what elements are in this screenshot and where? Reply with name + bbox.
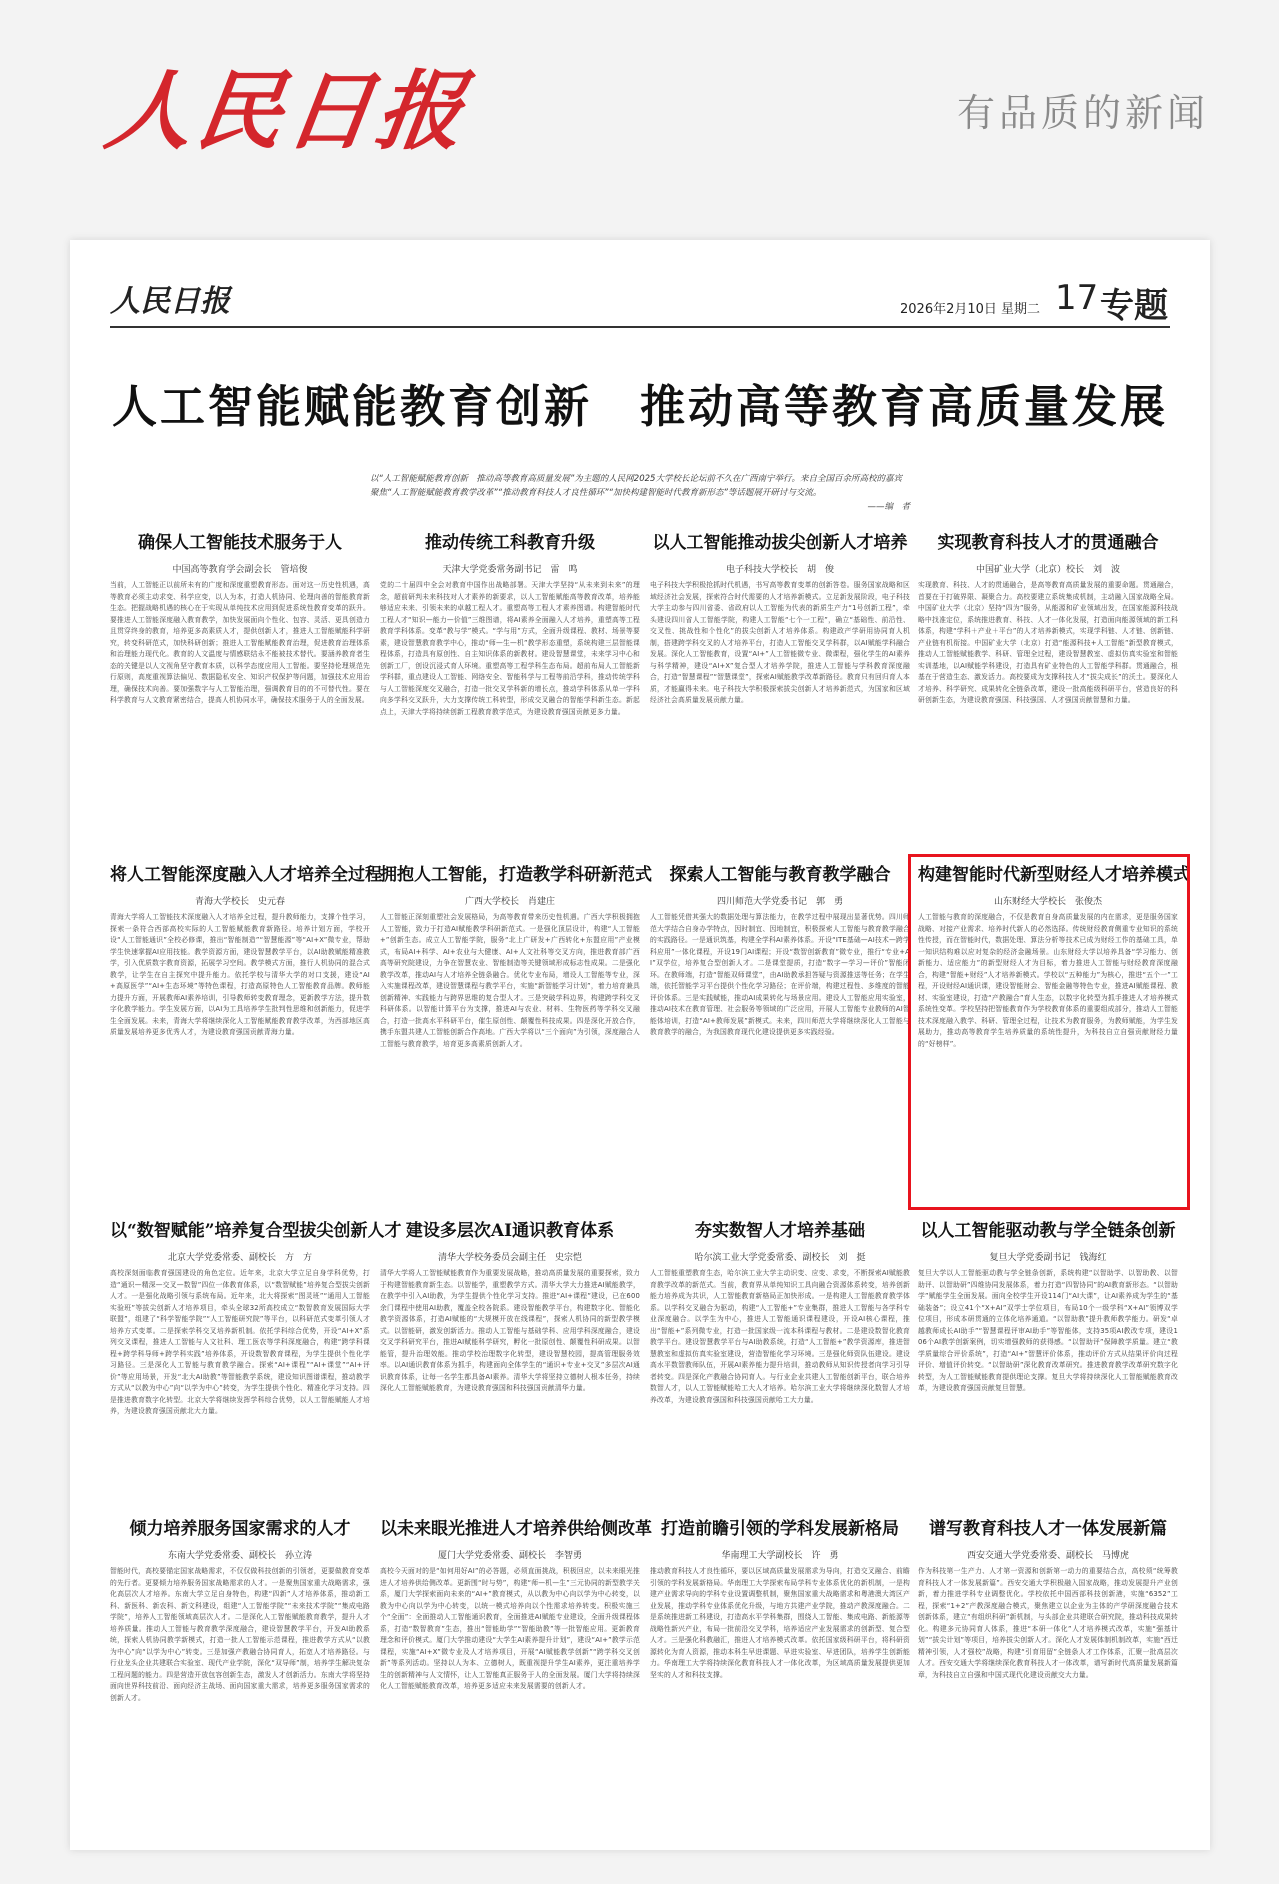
- editor-intro: [370, 472, 910, 514]
- article-author: 西安交通大学党委常委、副校长 马博虎: [966, 1551, 1129, 1561]
- article-body: 作为科技第一生产力、人才第一资源和创新第一动力的重要结合点，高校须“统筹教育科技人才一体发展新篇”。西安交通大学积极融入国家战略，推动发展提升产业创新，着力推进学科专业调整优化。学校依托中国西部科技创新港，实施“6352”工程，探索“1+2”产教深度融合模式，聚焦建立以企业为主体的产学研深度融合技术创新体系，建立“有组织科研”新机制，与头部企业共建联合研究院，推动科技成果转化。构建多元协同育人体系，推进“本研一体化”人才培养模式改革，实施“强基计划”“拔尖计划”等项目，培养拔尖创新人才。深化人才发展体制机制改革，实施“西迁精神引领，人才强校”战略，构建“引育用留”全链条人才工作体系，汇聚一批高层次人才。西安交通大学将继续深化教育科技人才一体改革，谱写新时代高质量发展新篇章，为科技自立自强和中国式现代化建设贡献交大力量。: [918, 1567, 1178, 1679]
- article-body: 人工智能重塑教育生态，哈尔滨工业大学主动识变、应变、求变，不断探索AI赋能教育教学改革的新范式。当前，教育界从单纯知识工具向融合资源体系转变，培养创新能力培养成为共识，人工智能教育新格局正加快形成。一是构建人工智能教育教学体系。以学科交叉融合为驱动，构建“人工智能+”专业集群，推进人工智能与各学科专业深度融合。以学生为中心，推进人工智能通识课程建设，开设AI核心课程，推出“智能+”系列微专业，打造一批国家级一流本科课程与教材。二是建设数智化教育教学平台。建设智慧教学平台与AI助教系统，打造“人工智能+”教学资源库，推进智慧教室和虚拟仿真实验室建设，营造智能化学习环境。三是强化师资队伍建设。建设高水平数智教师队伍，开展AI素养能力提升培训，推动教师从知识传授者向学习引导者转变。四是深化产教融合协同育人。与行业企业共建人工智能创新平台，联合培养数智人才，以人工智能赋能哈工大人才培养。哈尔滨工业大学将继续深化数智人才培养改革，为建设教育强国和科技强国贡献哈工大力量。: [650, 1269, 910, 1404]
- page-number: 17: [1055, 278, 1099, 318]
- red-highlight-box: [908, 854, 1190, 1210]
- article-title: 谱写教育科技人才一体发展新篇: [929, 1519, 1167, 1539]
- article-author: 四川师范大学党委书记 郭 勇: [716, 897, 843, 907]
- article-title: 构建智能时代新型财经人才培养模式: [918, 865, 1190, 885]
- article-author: 山东财经大学校长 张俊杰: [993, 897, 1102, 907]
- article: [380, 862, 652, 1222]
- article-body: 人工智能凭借其强大的数据处理与算法能力，在教学过程中展现出显著优势。四川师范大学结合自身办学特点，因时制宜、因地制宜，积极探索人工智能与教育教学融合的实践路径。一是通识筑基，构建全学科AI素养体系。开设“ITE基础—AI技术—跨学科应用”一体化课程，开设19门AI课程；开设“数智创新教育”微专业，推行“专业+AI”双学位，培养复合型创新人才。二是课堂提质，打造“数字—学习—评价”智能闭环。在教师端，打造“智能双师课堂”，由AI助教承担答疑与资源推送等任务；在学生端，依托智能学习平台提供个性化学习路径；在评价端，构建过程性、多维度的智能评价体系。三是实践赋能，推动AI成果转化与场景应用。建设人工智能应用实验室，推动AI技术在教育管理、社会服务等领域的广泛应用，开展人工智能专业教师的AI智能体培训，打造“AI+教师发展”新模式。未来，四川师范大学将继续深化人工智能与教育教学的融合，为我国教育现代化建设提供更多实践经验。: [650, 913, 910, 1036]
- article: [650, 1516, 910, 1856]
- article-title: 推动传统工科教育升级: [425, 533, 595, 553]
- article-title: 建设多层次AI通识教育体系: [405, 1221, 615, 1241]
- article-body: 清华大学将人工智能赋能教育作为重要发展战略，推动高质量发展的重要探索，致力于构建智能教育新生态。以智能学，重塑教学方式。清华大学大力推进AI赋能教学，在教学中引入AI助教，为学生提供个性化学习支持。推进“AI+课程”建设，已在600余门课程中使用AI助教，覆盖全校各院系。建设智能教学平台，构建数字化、智能化教学资源体系，打造AI赋能的“大规模开放在线课程”，探索人机协同的新型教学模式。以智能研，激发创新活力。推动人工智能与基础学科、应用学科深度融合，建设交叉学科研究平台，推进AI赋能科学研究，孵化一批原创性、颠覆性科研成果。以智能管，提升治理效能。推动学校治理数字化转型，建设智慧校园，提高管理服务效率。以AI通识教育体系为抓手，构建面向全体学生的“通识+专业+交叉”多层次AI通识教育体系，让每一名学生都具备AI素养。清华大学将坚持立德树人根本任务，持续深化人工智能赋能教育，为建设教育强国和科技强国贡献清华力量。: [380, 1269, 640, 1392]
- article-author: 华南理工大学副校长 许 勇: [721, 1551, 839, 1561]
- article-body: 推动教育科技人才良性循环，要以区域高质量发展需求为导向，打造交叉融合、前瞻引领的学科发展新格局。华南理工大学探索布局学科专业体系优化的新机制，一是构建产业需求导向的学科专业设置调整机制，聚焦国家重大战略需求和粤港澳大湾区产业发展，推动学科专业体系优化升级，与地方共建产业学院，推动产教深度融合。二是系统推进新工科建设，打造高水平学科集群，围绕人工智能、集成电路、新能源等战略性新兴产业，布局一批前沿交叉学科，培养适应产业发展需求的创新型、复合型人才。三是强化科教融汇，推进人才培养模式改革。依托国家级科研平台，将科研资源转化为育人资源，推动本科生早进课题、早进实验室、早进团队，培养学生创新能力。华南理工大学将持续深化教育科技人才一体化改革，为区域高质量发展提供更加坚实的人才和科技支撑。: [650, 1567, 910, 1679]
- article-author: 清华大学校务委员会副主任 史宗恺: [437, 1253, 582, 1263]
- article-author: 哈尔滨工业大学党委常委、副校长 刘 挺: [694, 1253, 866, 1263]
- page-section: 专题: [1100, 286, 1168, 326]
- article-author: 天津大学党委常务副书记 雷 鸣: [442, 565, 578, 575]
- article-author: 东南大学党委常委、副校长 孙立涛: [167, 1551, 312, 1561]
- article-body: 当前，人工智能正以前所未有的广度和深度重塑教育形态。面对这一历史性机遇，高等教育必须主动求变、科学应变，以人为本，打造人机协同、伦理向善的智能教育新生态。把握战略机遇的核心在于实现从单纯技术应用到促进系统性教育变革的跃升。要推进人工智能深度融入教育教学，加快发展面向个性化、包容、灵活、更具创造力且贯穿终身的教育，培养更多高素质人才，提供创新人才，推进人工智能赋能科学研究，转变科研范式，加快科研创新；推进人工智能赋能教育治理，促进教育治理体系和治理能力现代化。教育的人文温度与情感联结永不能被技术替代。要涵养教育者生态的关键是以人文视角坚守教育本质，以科学态度应用人工智能。要坚持伦理规范先行原则，高度重视算法偏见、数据隐私安全、知识产权保护等问题，加强技术应用治理，确保技术向善。要加强数字与人工智能治理，强调教育目的的不可替代性。要在科学教育与人文教育紧密结合，提高人机协同水平，确保技术服务于人的全面发展。: [110, 581, 370, 704]
- article-title: 探索人工智能与教育教学融合: [669, 865, 891, 885]
- article-author: 广西大学校长 肖建庄: [464, 897, 555, 907]
- article-author: 北京大学党委常委、副校长 方 方: [167, 1253, 312, 1263]
- article-body: 电子科技大学积极抢抓时代机遇，书写高等教育变革的创新答卷。服务国家战略和区域经济社会发展，探索符合时代需要的人才培养新模式。立足新发展阶段，电子科技大学主动参与四川省委、省政府以人工智能为代表的新质生产力“1号创新工程”，牵头建设四川省人工智能学院，构建人工智能“七个一工程”，确立“基础性、前沿性、交叉性、挑战性和个性化”的拔尖创新人才培养体系。构建政产学研用协同育人机制，搭建跨学科交叉的人才培养平台，打造人工智能交叉学科群，以AI赋能学科融合发展。深化人工智能教育，设置“AI+”人工智能微专业、微课程，强化学生的AI素养与科学精神，建设“AI+X”复合型人才培养学院，推进人工智能与学科教育深度融合，打造“智慧课程”“智慧课堂”，探索AI赋能教学改革新路径。教育只有回归育人本质，才能赢得未来。电子科技大学积极探索拔尖创新人才培养新范式，为国家和区域经济社会高质量发展贡献力量。: [650, 581, 910, 704]
- article-body: 实现教育、科技、人才的贯通融合，是高等教育高质量发展的重要命题。贯通融合，首要在于打破界限、凝聚合力。高校要建立系统集成机制，主动融入国家战略全局。中国矿业大学（北京）坚持“四为”服务，从能源和矿业领域出发，在国家能源科技战略中找准定位，系统推进教育、科技、人才一体化发展，打造面向能源领域的新工科体系，构建“学科＋产业＋平台”的人才培养新模式，实现学科链、人才链、创新链、产业链有机衔接。中国矿业大学（北京）打造“能源科技+人工智能”新型教育模式，推动人工智能赋能教学、科研、管理全过程，建设智慧教室、虚拟仿真实验室和智能实训基地，以AI赋能学科建设，打造具有矿业特色的人工智能学科群。贯通融合，根基在于营造生态、激发活力。高校要成为支撑科技人才“拔尖成长”的沃土。要深化人才培养、科学研究、成果转化全链条改革，建设一批高能级科研平台，营造良好的科研创新生态，为建设教育强国、科技强国、人才强国贡献智慧和力量。: [918, 581, 1178, 704]
- article-author: 电子科技大学校长 胡 俊: [725, 565, 834, 575]
- main-headline: 人工智能赋能教育创新 推动高等教育高质量发展: [111, 380, 1168, 433]
- newspaper-page: [70, 240, 1210, 1850]
- article: [918, 1516, 1178, 1856]
- masthead-slogan: 有品质的新闻: [956, 91, 1209, 135]
- article-body: 青海大学将人工智能技术深度融入人才培养全过程，提升教师能力，支撑个性学习，探索一条符合西部高校实际的人工智能赋能教育新路径。培养计划方面，学校开设“人工智能通识”全校必修课，推出“智能制造”“智慧能源”等“AI+X”微专业，帮助学生快速掌握AI应用技能。教学资源方面，建设智慧教学平台，以AI助教赋能精准教学，引入优质数字教育资源，拓展学习空间。教学模式方面，推行人机协同的混合式教学，让学生在自主探究中提升能力。依托学校与清华大学的对口支援，建设“AI+高原医学”“AI+生态环境”等特色课程，打造高原特色人工智能教育品牌。教师能力提升方面，开展教师AI素养培训，引导教师转变教育理念，更新教学方法，提升数字化教学能力。学生发展方面，以AI为工具培养学生批判性思维和创新能力，促进学生全面发展。未来，青海大学将继续深化人工智能赋能教育教学改革，为西部地区高质量发展培养更多优秀人才，为建设教育强国贡献青海力量。: [110, 913, 370, 1036]
- top-banner: [0, 0, 1279, 230]
- article-title: 将人工智能深度融入人才培养全过程: [110, 865, 382, 885]
- article: [650, 862, 910, 1222]
- article-body: 人工智能与教育的深度融合，不仅是教育自身高质量发展的内在需求，更是服务国家战略、对接产业需求、培养时代新人的必然选择。传统财经教育侧重专业知识的系统性传授，而在智能时代，数据处理、算法分析等技术已成为财经工作的基础工具，单一知识结构难以应对复杂的经济金融场景。山东财经大学以培养具备“学习能力、创新能力、适应能力”的新型财经人才为目标，着力推进人工智能与财经教育深度融合，构建“智能+财经”人才培养新模式。学校以“五种能力”为核心，推进“五个一”工程，开设财经AI通识课，建设智能财会、智能金融等特色专业，推进AI赋能课程、教材、实验室建设，打造“产教融合”育人生态，以数字化转型为抓手推进人才培养模式系统性变革。学校坚持把智能教育作为学校教育体系的重要组成部分，推动人工智能技术深度融入教学、科研、管理全过程，让技术为教育服务，为教师赋能，为学生发展助力，推动高等教育学生培养质量的系统性提升，为科技自立自强贡献财经力量的“好榜样”。: [918, 913, 1178, 1048]
- article-author: 厦门大学党委常委、副校长 李智勇: [437, 1551, 582, 1561]
- article-title: 拥抱人工智能，打造教学科研新范式: [380, 865, 652, 885]
- article-title: 以未来眼光推进人才培养供给侧改革: [380, 1519, 652, 1539]
- article-title: 以人工智能推动拔尖创新人才培养: [652, 533, 908, 553]
- article-title: 确保人工智能技术服务于人: [138, 533, 342, 553]
- article-author: 青海大学校长 史元春: [194, 897, 285, 907]
- masthead-logo: 人民日报: [99, 61, 475, 162]
- page-header-logo: 人民日报: [110, 284, 230, 319]
- article-author: 复旦大学党委副书记 钱海红: [989, 1253, 1107, 1263]
- article-author: 中国矿业大学（北京）校长 刘 波: [975, 565, 1120, 575]
- article-author: 中国高等教育学会副会长 管培俊: [172, 565, 308, 575]
- article-title: 实现教育科技人才的贯通融合: [937, 533, 1159, 553]
- intro-text: 以“人工智能赋能教育创新 推动高等教育高质量发展”为主题的人民网2025大学校长论坛前不久在广西南宁举行。来自全国百余所高校的嘉宾聚焦“人工智能赋能教育教学改革”“推动教育科技人才良性循环”“加快构建智能时代教育新形态”等话题展开研讨与交流。: [370, 474, 902, 498]
- article-body: 党的二十届四中全会对教育中国作出战略部署。天津大学坚持“从未来到未来”的理念，超前研判未来科技对人才素养的新要求，以人工智能赋能高等教育改革，培养能够适应未来、引领未来的卓越工程人才。重塑高等工程人才素养图谱。构建智能时代工程人才“知识—能力—价值”三维图谱，将AI素养全面融入人才培养，重塑高等工程教育学科体系。变革“教与学”模式。“学与用”方式，全面升级课程、教材、场景等要素，建设智慧教育教学中心，推动“师—生—机”教学形态重塑，系统构建三层智能课程体系，打造具有原创性、自主知识体系的新教材。建设智慧课堂，未来学习中心和创新工厂，创设沉浸式育人环境。重塑高等工程学科生态布局。超前布局人工智能新学科群，重点建设人工智能、网络安全、智能科学与工程等前沿学科，推动传统学科与人工智能深度交叉融合，打造一批交叉学科新的增长点，推动学科体系从单一学科向多学科交叉跃升，大力支撑传统工科转型，形成交叉融合的智能学科新生态。新起点上，天津大学将持续创新工程教育教学范式，为建设教育强国贡献更多力量。: [380, 581, 640, 716]
- page-header: [110, 270, 1170, 328]
- article-title: 打造前瞻引领的学科发展新格局: [661, 1519, 899, 1539]
- article-title: 倾力培养服务国家需求的人才: [129, 1519, 351, 1539]
- article-body: 高校深刻面临教育强国建设的角色定位。近年来，北京大学立足自身学科优势，打造“通识—精深—交叉—数智”四位一体教育体系，以“数智赋能”培养复合型拔尖创新人才。一是强化战略引领与系统布局。近年来，北大将探索“图灵班”“通用人工智能实验班”等拔尖创新人才培养项目，牵头全球32所高校成立“数智教育发展国际大学联盟”，组建了“科学智能学院”“人工智能研究院”等平台，以科研范式变革引领人才培养方式变革。二是探索学科交叉培养新机制。依托学科综合优势，开设“AI+X”系列交叉课程，推进人工智能与人文社科、理工医农等学科深度融合，构建“跨学科课程+跨学科导师+跨学科实践”培养体系，开设数智教育课程，为学生提供个性化学习路径。三是深化人工智能与教育教学融合。探索“AI+课程”“AI+课堂”“AI+评价”等应用场景，开发“北大AI助教”等智能教学系统，建设知识图谱课程，推动教学方式从“以教为中心”向“以学为中心”转变，为学生提供个性化、精准化学习支持。四是推进教育数字化转型。北京大学将继续发挥学科综合优势，以人工智能赋能人才培养，为建设教育强国贡献北大力量。: [110, 1269, 370, 1415]
- article-title: 以人工智能驱动教与学全链条创新: [920, 1221, 1176, 1241]
- article-body: 复旦大学以人工智能驱动教与学全链条创新，系统构建“以智助学、以智助教、以智助评、以智助研”四维协同发展体系，着力打造“四智协同”的AI教育新形态。“以智助学”赋能学生全面发展。面向全校学生开设114门“AI大课”，让AI素养成为学生的“基础装备”；设立41个“X+AI”双学士学位项目，布局10个一级学科“X+AI”领博双学位项目，形成本研贯通的立体化培养通道。“以智助教”提升教师教学能力。研发“卓越教师成长AI助手”“智慧课程评审AI助手”等智能体，支持35项AI教改专项，建设106个AI教学创新案例，切实增强教师的获得感。“以智助评”保障教学质量。建立“教学质量综合评价系统”，打造“AI+”智慧评价体系，推动评价方式从结果评价向过程评价、增值评价转变。“以智助研”深化教育改革研究。推进教育教学改革研究数字化转型，为人工智能赋能教育提供理论支撑。复旦大学将持续深化人工智能赋能教育改革，为建设教育强国贡献复旦智慧。: [918, 1269, 1178, 1392]
- article: [110, 862, 382, 1222]
- intro-sign: ——编 者: [867, 502, 910, 512]
- article-title: 以“数智赋能”培养复合型拔尖创新人才: [110, 1221, 402, 1241]
- article-body: 高校今天面对的是“如何用好AI”的必答题，必须直面挑战，积极回应，以未来眼光推进人才培养供给侧改革。更新围“时与势”，构建“师—机—生”三元协同的新型教学关系，厦门大学探索面向未来的“AI+”教育模式，从以教为中心向以学为中心转变，以教为中心向以学为中心转变，以统一模式培养向以个性需求培养转变。积极实施三个“全面”：全面推动人工智能通识教育，全面推进AI赋能专业建设，全面升级课程体系，打造“数智教育”生态，推出“智能助学”“智能助教”等一批智能应用。更新教育理念和评价模式。厦门大学推动建设“大学生AI素养提升计划”，建设“AI+”教学示范课程，实施“AI+X”微专业及人才培养项目，开展“AI赋能教学创新”“跨学科交叉创新”等系列活动。坚持以人为本、立德树人，既重视提升学生AI素养，更注重培养学生的创新精神与人文情怀，让人工智能真正服务于人的全面发展。厦门大学将持续深化人工智能赋能教育改革，培养更多适应未来发展需要的创新人才。: [380, 1567, 640, 1690]
- article-body: 人工智能正深刻重塑社会发展格局，为高等教育带来历史性机遇。广西大学积极拥抱人工智能，致力于打造AI赋能教学科研新范式。一是强化顶层设计，构建“人工智能+”创新生态。成立人工智能学院，服务“北上广研发+广西转化+东盟应用”产业模式，布局AI+科学、AI+农业与大健康、AI+人文社科等交叉方向，推进教育部广西高等研究院建设，力争在智慧农业、智能制造等关键领域形成标志性成果。二是强化教学改革，推动AI与人才培养全链条融合。优化专业布局，增设人工智能等专业，深入实施课程改革，建设智慧课程与教学平台，实施“新智能学习计划”，着力培育兼具创新精神、实践能力与跨界思维的复合型人才。三是突破学科边界，构建跨学科交叉科研体系。以智能计算平台为支撑，推进AI与农业、材料、生物医药等学科交叉融合，打造一批高水平科研平台，催生原创性、颠覆性科技成果。四是深化开放合作，携手东盟共建人工智能创新合作高地。广西大学将以“三个面向”为引领，深度融合人工智能与教育教学，培育更多高素质创新人才。: [380, 913, 640, 1048]
- article: [110, 1516, 370, 1856]
- article: [380, 1516, 652, 1856]
- article-body: 智能时代，高校要锚定国家战略需求，不仅仅做科技创新的引领者，更要做教育变革的先行者。更要倾力培养服务国家战略需求的人才。一是聚焦国家重大战略需求，强化高层次人才培养。东南大学立足自身特色，构建“四新”人才培养体系，推动新工科、新医科、新农科、新文科建设，组建“人工智能学院”“未来技术学院”“集成电路学院”，培养人工智能领域高层次人才。二是深化人工智能赋能教育教学，提升人才培养质量。推动人工智能与教育教学深度融合，建设智慧教学平台，开发AI助教系统，探索人机协同教学新模式，打造一批人工智能示范课程，推进教学方式从“以教为中心”向“以学为中心”转变。三是加强产教融合协同育人，拓宽人才培养路径。与行业龙头企业共建联合实验室、现代产业学院，深化“双导师”制，培养学生解决复杂工程问题的能力。四是营造开放包容创新生态，激发人才创新活力。东南大学将坚持面向世界科技前沿、面向经济主战场、面向国家重大需求，培养更多服务国家需求的创新人才。: [110, 1567, 370, 1702]
- page-date: 2026年2月10日 星期二: [900, 302, 1041, 317]
- article-title: 夯实数智人才培养基础: [695, 1221, 865, 1241]
